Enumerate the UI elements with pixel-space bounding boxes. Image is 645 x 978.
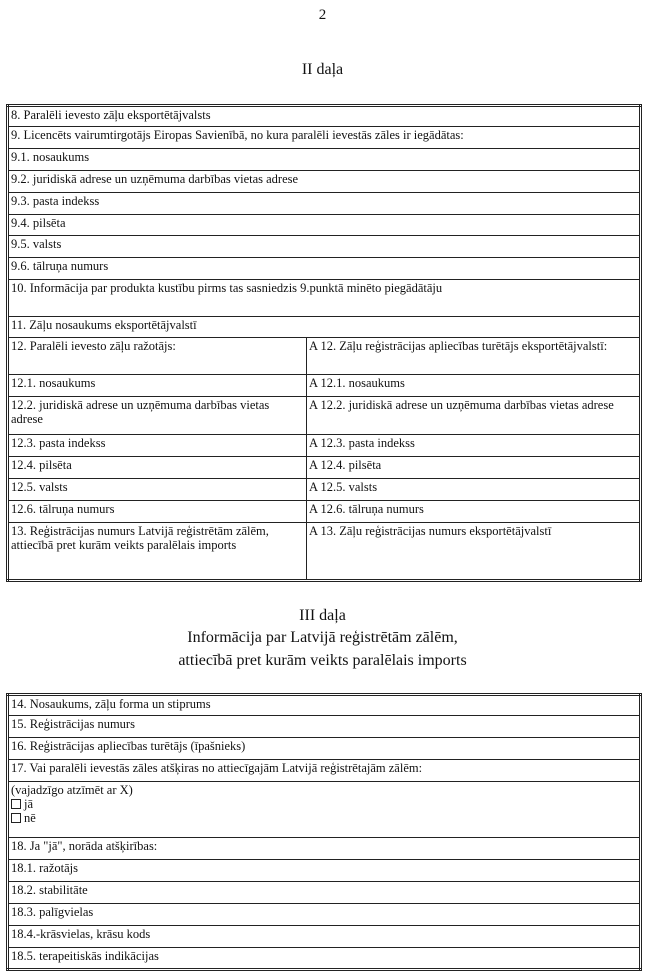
row-12-1-left: 12.1. nosaukums	[8, 375, 307, 397]
part2-title: II daļa	[301, 61, 344, 78]
row-12-4-left: 12.4. pilsēta	[8, 456, 307, 478]
row-17-options	[8, 781, 641, 837]
row-18-3: 18.3. palīgvielas	[8, 904, 641, 926]
row-12-4-right: A 12.4. pilsēta	[307, 456, 641, 478]
row-18-4: 18.4.-krāsvielas, krāsu kods	[8, 926, 641, 948]
row-10: 10. Informācija par produkta kustību pirms tas sasniedzis 9.punktā minēto piegādātāju	[8, 280, 641, 317]
row-17-hint: (vajadzīgo atzīmēt ar X)	[11, 782, 133, 797]
row-9-5: 9.5. valsts	[8, 236, 641, 258]
row-12-5-right: A 12.5. valsts	[307, 478, 641, 500]
row-12-6-right: A 12.6. tālruņa numurs	[307, 500, 641, 522]
checkbox-no[interactable]	[11, 813, 21, 823]
row-8: 8. Paralēli ievesto zāļu eksportētājvalsts	[8, 106, 641, 127]
row-11: 11. Zāļu nosaukums eksportētājvalstī	[8, 316, 641, 337]
row-14: 14. Nosaukums, zāļu forma un stiprums	[8, 695, 641, 716]
row-12-left: 12. Paralēli ievesto zāļu ražotājs:	[8, 337, 307, 375]
part3-subtitle-line1: Informācija par Latvijā reģistrētām zālēm,	[187, 629, 458, 646]
row-9: 9. Licencēts vairumtirgotājs Eiropas Savienībā, no kura paralēli ievestās zāles ir iegādātas:	[8, 126, 641, 148]
row-9-2: 9.2. juridiskā adrese un uzņēmuma darbības vietas adrese	[8, 170, 641, 192]
row-16: 16. Reģistrācijas apliecības turētājs (īpašnieks)	[8, 737, 641, 759]
row-12-3-left: 12.3. pasta indekss	[8, 434, 307, 456]
row-12-6-left: 12.6. tālruņa numurs	[8, 500, 307, 522]
option-no-label: nē	[24, 810, 36, 825]
row-13-right: A 13. Zāļu reģistrācijas numurs eksportētājvalstī	[307, 522, 641, 581]
part3-title: III daļa	[299, 607, 346, 624]
row-15: 15. Reģistrācijas numurs	[8, 715, 641, 737]
row-17: 17. Vai paralēli ievestās zāles atšķiras no attiecīgajām Latvijā reģistrētajām zālēm:	[8, 759, 641, 781]
part3-form-table	[6, 693, 642, 971]
part2-form-table	[6, 104, 642, 582]
row-9-4: 9.4. pilsēta	[8, 214, 641, 236]
part3-subtitle-line2: attiecībā pret kurām veikts paralēlais imports	[178, 652, 467, 669]
row-18: 18. Ja "jā", norāda atšķirības:	[8, 838, 641, 860]
row-9-1: 9.1. nosaukums	[8, 148, 641, 170]
option-yes-label: jā	[24, 796, 34, 811]
row-12-2-right: A 12.2. juridiskā adrese un uzņēmuma darbības vietas adrese	[307, 397, 641, 435]
row-12-3-right: A 12.3. pasta indekss	[307, 434, 641, 456]
checkbox-yes[interactable]	[11, 799, 21, 809]
row-18-5: 18.5. terapeitiskās indikācijas	[8, 947, 641, 969]
row-12-2-left: 12.2. juridiskā adrese un uzņēmuma darbības vietas adrese	[8, 397, 307, 435]
row-9-6: 9.6. tālruņa numurs	[8, 258, 641, 280]
row-12-5-left: 12.5. valsts	[8, 478, 307, 500]
row-18-1: 18.1. ražotājs	[8, 860, 641, 882]
option-no[interactable]	[11, 811, 637, 825]
row-18-2: 18.2. stabilitāte	[8, 882, 641, 904]
page-number: 2	[318, 7, 327, 23]
option-yes[interactable]	[11, 797, 637, 811]
row-12-right: A 12. Zāļu reģistrācijas apliecības turētājs eksportētājvalstī:	[307, 337, 641, 375]
row-12-1-right: A 12.1. nosaukums	[307, 375, 641, 397]
row-13-left: 13. Reģistrācijas numurs Latvijā reģistrētām zālēm, attiecībā pret kurām veikts paralēlais imports	[8, 522, 307, 581]
row-9-3: 9.3. pasta indekss	[8, 192, 641, 214]
